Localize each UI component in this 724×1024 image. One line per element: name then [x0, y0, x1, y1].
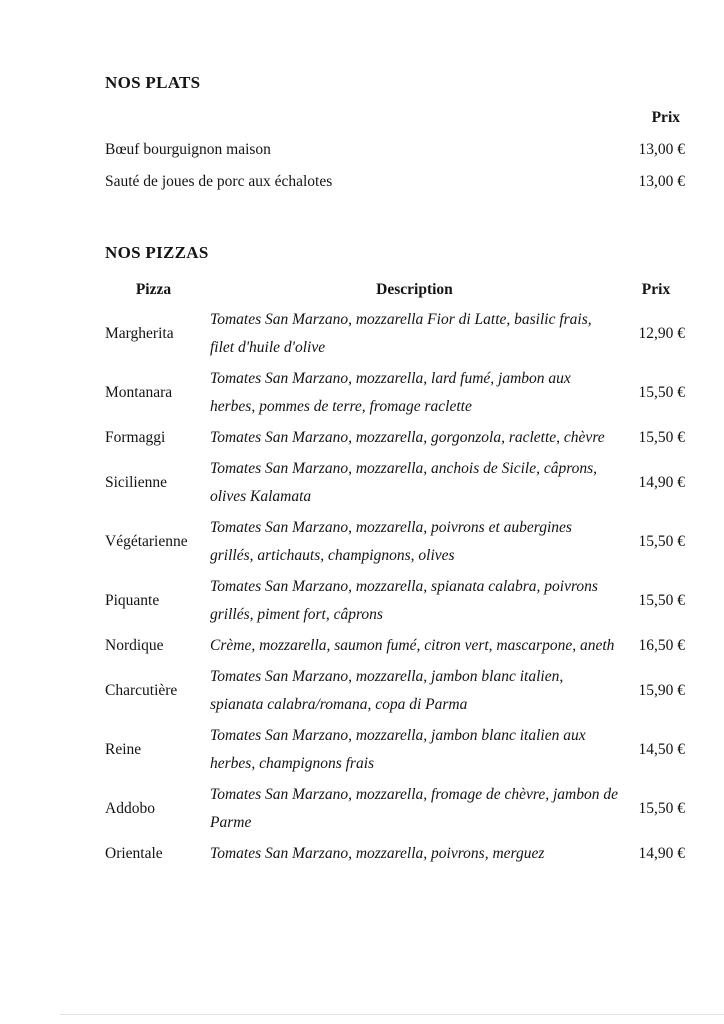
pizza-table-header — [105, 280, 685, 300]
pizzas-section-title: NOS PIZZAS — [105, 243, 209, 262]
pizza-description: Crème, mozzarella, saumon fumé, citron vert, mascarpone, aneth — [210, 637, 615, 654]
plat-price: 13,00 € — [638, 173, 685, 190]
pizza-row — [105, 424, 685, 452]
pizza-row — [105, 663, 685, 719]
pizza-name: Addobo — [105, 800, 155, 817]
pizza-description: Tomates San Marzano, mozzarella, poivrons et aubergines grillés, artichauts, champignons, olives — [210, 519, 572, 564]
pizza-table — [105, 280, 685, 868]
pizza-name: Reine — [105, 741, 142, 758]
pizza-price: 15,50 € — [638, 384, 685, 401]
pizza-price: 15,50 € — [638, 533, 685, 550]
pizza-name: Nordique — [105, 637, 164, 654]
pizza-header-name: Pizza — [135, 281, 172, 298]
pizza-header-description: Description — [376, 281, 453, 298]
pizza-row — [105, 632, 685, 660]
pizza-price: 15,50 € — [638, 592, 685, 609]
pizza-price: 12,90 € — [638, 325, 685, 342]
pizza-row — [105, 573, 685, 629]
pizza-row — [105, 306, 685, 362]
pizza-name: Végétarienne — [105, 533, 188, 550]
pizza-price: 14,50 € — [638, 741, 685, 758]
plat-name: Sauté de joues de porc aux échalotes — [105, 173, 333, 190]
pizza-row — [105, 781, 685, 837]
pizza-row — [105, 514, 685, 570]
plat-price: 13,00 € — [638, 141, 685, 158]
pizza-description: Tomates San Marzano, mozzarella, jambon blanc italien aux herbes, champignons frais — [210, 727, 586, 772]
pizza-price: 14,90 € — [638, 845, 685, 862]
pizzas-section — [105, 242, 685, 868]
pizza-description: Tomates San Marzano, mozzarella Fior di Latte, basilic frais, filet d'huile d'olive — [210, 311, 592, 356]
pizza-name: Formaggi — [105, 429, 166, 446]
pizza-description: Tomates San Marzano, mozzarella, fromage de chèvre, jambon de Parme — [210, 786, 618, 831]
plats-section — [105, 72, 685, 192]
pizza-description: Tomates San Marzano, mozzarella, gorgonzola, raclette, chèvre — [210, 429, 605, 446]
pizza-row — [105, 455, 685, 511]
pizza-name: Piquante — [105, 592, 160, 609]
pizza-price: 14,90 € — [638, 474, 685, 491]
plats-price-header: Prix — [651, 109, 680, 126]
pizza-description: Tomates San Marzano, mozzarella, spianata calabra, poivrons grillés, piment fort, câprons — [210, 578, 598, 623]
pizza-name: Orientale — [105, 845, 163, 862]
plat-name: Bœuf bourguignon maison — [105, 141, 271, 158]
pizza-name: Sicilienne — [105, 474, 167, 491]
pizza-price: 16,50 € — [638, 637, 685, 654]
pizza-name: Montanara — [105, 384, 173, 401]
pizza-name: Charcutière — [105, 682, 178, 699]
plat-row — [105, 140, 685, 160]
pizza-description: Tomates San Marzano, mozzarella, jambon blanc italien, spianata calabra/romana, copa di Parma — [210, 668, 564, 713]
pizza-price: 15,90 € — [638, 682, 685, 699]
pizza-row — [105, 840, 685, 868]
pizza-name: Margherita — [105, 325, 174, 342]
pizza-price: 15,50 € — [638, 800, 685, 817]
plat-row — [105, 172, 685, 192]
plats-section-title: NOS PLATS — [105, 73, 201, 92]
pizza-description: Tomates San Marzano, mozzarella, lard fumé, jambon aux herbes, pommes de terre, fromage raclette — [210, 370, 571, 415]
pizza-row — [105, 722, 685, 778]
pizza-description: Tomates San Marzano, mozzarella, poivrons, merguez — [210, 845, 545, 862]
pizza-header-price: Prix — [641, 281, 671, 298]
pizza-row — [105, 365, 685, 421]
pizza-price: 15,50 € — [638, 429, 685, 446]
pizza-description: Tomates San Marzano, mozzarella, anchois de Sicile, câprons, olives Kalamata — [210, 460, 598, 505]
